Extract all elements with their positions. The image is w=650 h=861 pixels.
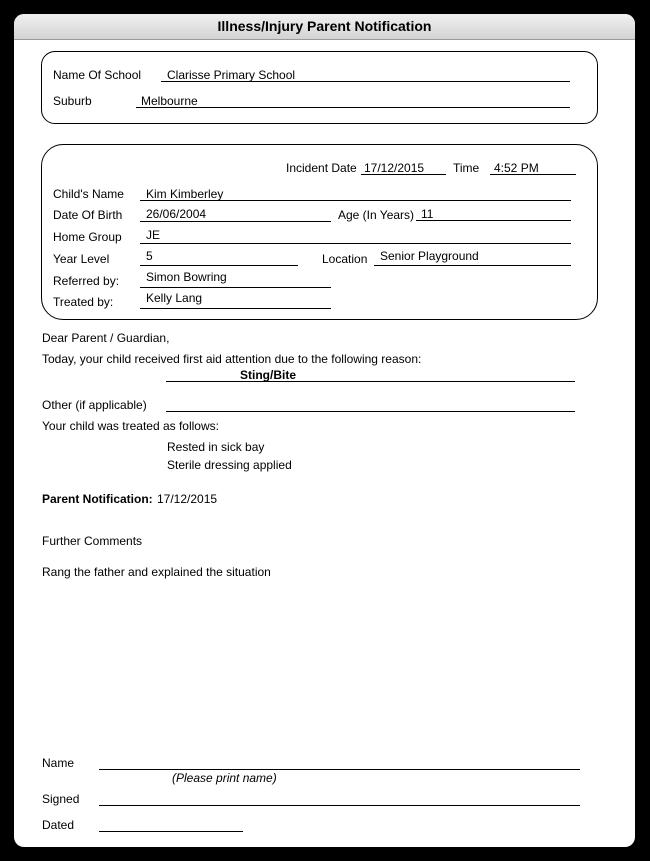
dated-label: Dated [42,818,75,832]
reason-line [166,381,575,382]
treated-label: Treated by: [53,295,114,309]
signoff-name-label: Name [42,756,75,770]
greeting: Dear Parent / Guardian, [42,331,170,345]
dob-label: Date Of Birth [53,208,123,222]
print-name-hint: (Please print name) [172,771,277,785]
signoff-name-line[interactable] [99,769,580,770]
reason-value[interactable]: Sting/Bite [240,368,296,382]
parent-notification-value: 17/12/2015 [157,492,218,506]
school-name-line [161,81,570,82]
location-label: Location [322,252,368,266]
year-level-value[interactable]: 5 [146,249,153,263]
child-name-label: Child's Name [53,187,124,201]
parent-notification-label: Parent Notification: [42,492,153,506]
further-comments-label: Further Comments [42,534,143,548]
child-name-line [140,200,571,201]
treatment-item: Sterile dressing applied [167,458,292,472]
treatment-item: Rested in sick bay [167,440,265,454]
school-name-label: Name Of School [53,68,142,82]
dob-line [140,221,331,222]
dated-line[interactable] [99,831,243,832]
year-level-line [140,265,298,266]
treated-line [140,308,331,309]
intro-text: Today, your child received first aid attention due to the following reason: [42,352,422,366]
signed-line[interactable] [99,805,580,806]
other-line[interactable] [166,411,575,412]
referred-label: Referred by: [53,274,120,288]
age-value[interactable]: 11 [421,207,434,221]
child-name-value[interactable]: Kim Kimberley [146,187,224,201]
referred-value[interactable]: Simon Bowring [146,270,227,284]
time-line [490,174,576,175]
location-value[interactable]: Senior Playground [380,249,479,263]
age-label: Age (In Years) [338,208,415,222]
dob-value[interactable]: 26/06/2004 [146,207,207,221]
school-name-value[interactable]: Clarisse Primary School [167,68,296,82]
school-box [41,51,598,124]
home-group-label: Home Group [53,230,122,244]
year-level-label: Year Level [53,252,110,266]
further-comments-value: Rang the father and explained the situation [42,565,271,579]
home-group-value[interactable]: JE [146,228,161,242]
treated-value[interactable]: Kelly Lang [146,291,203,305]
treated-intro: Your child was treated as follows: [42,419,219,433]
referred-line [140,287,331,288]
suburb-line [136,107,570,108]
incident-date-line [361,174,446,175]
form-sheet [14,14,635,847]
incident-date-value[interactable]: 17/12/2015 [364,161,425,175]
suburb-value[interactable]: Melbourne [141,94,198,108]
signed-label: Signed [42,792,80,806]
time-label: Time [453,161,480,175]
other-label: Other (if applicable) [42,398,147,412]
location-line [374,265,571,266]
incident-date-label: Incident Date [286,161,357,175]
home-group-line [140,243,571,244]
form-title: Illness/Injury Parent Notification [14,14,635,40]
age-line [416,220,571,221]
time-value[interactable]: 4:52 PM [494,161,539,175]
suburb-label: Suburb [53,94,92,108]
